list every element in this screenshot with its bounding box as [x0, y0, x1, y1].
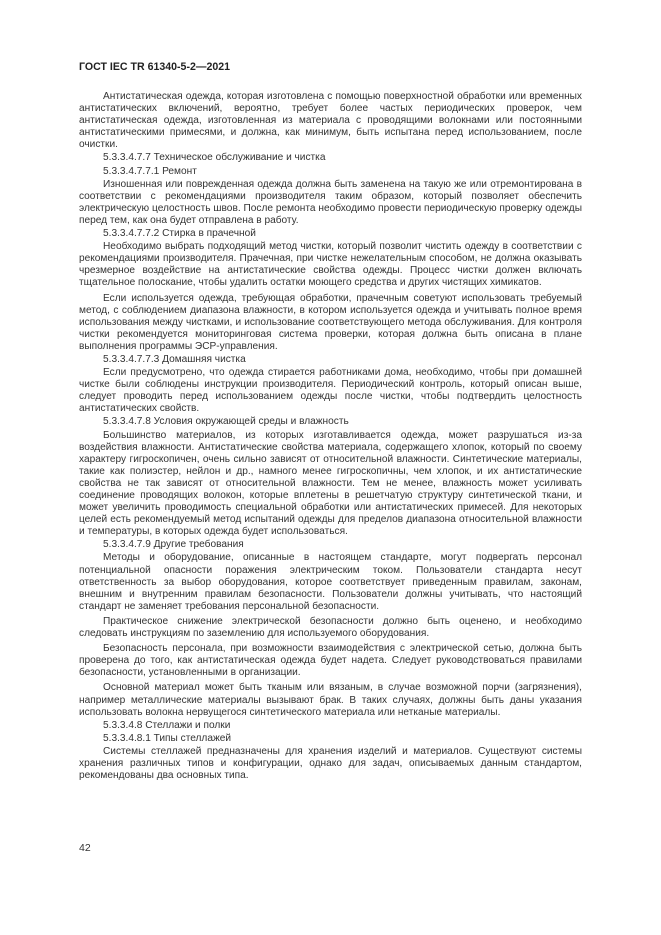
body-paragraph: Изношенная или поврежденная одежда должна быть заменена на такую же или отремонтирована в соответствии с рекомендациями производителя таким образом, который позволяет обеспечить электрическую целостность швов. После ремонта необходимо провести периодическую проверку одежды перед тем, как она будет отправлена в работу. [79, 178, 582, 226]
body-paragraph: Практическое снижение электрической безопасности должно быть оценено, и необходимо следовать инструкциям по заземлению для используемого оборудования. [79, 615, 582, 640]
body-paragraph: Если предусмотрено, что одежда стирается работниками дома, необходимо, чтобы при домашней чистке были соблюдены инструкции производителя. Периодический контроль, который описан выше, следует проводить перед использованием одежды после чистки, чтобы подтвердить целостность антистатических свойств. [79, 367, 582, 415]
section-heading: 5.3.3.4.8 Стеллажи и полки [103, 719, 231, 731]
page-number: 42 [79, 842, 91, 854]
document-header: ГОСТ IEC TR 61340-5-2—2021 [79, 61, 231, 73]
section-heading: 5.3.3.4.7.7.2 Стирка в прачечной [103, 228, 256, 240]
body-paragraph: Большинство материалов, из которых изготавливается одежда, может разрушаться из-за воздействия влажности. Антистатические свойства материала, содержащего хлопок, который по своему характеру гигроскопичен, очень сильно зависят от относительной влажности. Синтетические материалы, такие как полиэстер, нейлон и др., намного менее гигроскопичны, чем хлопок, и их антистатические свойства не так зависят от относительной влажности. Тем не менее, влажность может усиливать соединение проводящих волокон, которые вплетены в решетчатую структуру синтетической ткани, и может увеличить проводимость специальной обработки или антистатических примесей. Для некоторых целей есть рекомендуемый метод испытаний одежды для пределов диапазона относительной влажности и температуры, в которых одежда будет использоваться. [79, 429, 582, 538]
section-heading: 5.3.3.4.7.8 Условия окружающей среды и влажность [103, 416, 349, 428]
section-heading: 5.3.3.4.8.1 Типы стеллажей [103, 732, 232, 744]
section-heading: 5.3.3.4.7.7.3 Домашняя чистка [103, 353, 246, 365]
body-paragraph: Если используется одежда, требующая обработки, прачечным советуют использовать требуемый метод, с соблюдением диапазона влажности, в котором используется одежда и учитывать полное время использования между чистками, и использование соответствующего метода обслуживания. Для контроля чистки рекомендуется мониторинговая система проверки, которая должна быть описана в плане выполнения программы ЭСР-управления. [79, 292, 582, 352]
document-body [79, 91, 582, 782]
body-paragraph: Системы стеллажей предназначены для хранения изделий и материалов. Существуют системы хранения различных типов и конфигурации, однако для задач, описываемых данным стандартом, рекомендованы два основных типа. [79, 745, 582, 782]
body-paragraph: Антистатическая одежда, которая изготовлена с помощью поверхностной обработки или временных антистатических включений, вероятно, требует более частых периодических проверок, чем антистатическая одежда, изготовленная из материала с проводящими волокнами или постоянными антистатическими примесями, и должна, как минимум, быть испытана перед использованием, после очистки. [79, 91, 582, 151]
section-heading: 5.3.3.4.7.7 Техническое обслуживание и чистка [103, 152, 326, 164]
section-heading: 5.3.3.4.7.9 Другие требования [103, 539, 244, 551]
body-paragraph: Необходимо выбрать подходящий метод чистки, который позволит чистить одежду в соответствии с рекомендациями производителя. Прачечная, при чистке нежелательным способом, не должна оказывать чрезмерное воздействие на антистатические свойства одежды. Процесс чистки должен включать тщательное полоскание, чтобы удалить остатки моющего средства и других чистящих химикатов. [79, 241, 582, 289]
body-paragraph: Безопасность персонала, при возможности взаимодействия с электрической сетью, должна быть проверена до того, как антистатическая одежда будет надета. Следует руководствоваться правилами безопасности, установленными в организации. [79, 643, 582, 679]
body-paragraph: Основной материал может быть тканым или вязаным, в случае возможной порчи (загрязнения), например металлические материалы вызывают брак. В таких случаях, должны быть даны указания использовать волокна нервущегося синтетического материала или нетканые материалы. [79, 682, 582, 718]
section-heading: 5.3.3.4.7.7.1 Ремонт [103, 165, 197, 177]
body-paragraph: Методы и оборудование, описанные в настоящем стандарте, могут подвергать персонал потенциальной опасности поражения электрическим током. Пользователи стандарта несут ответственность за выбор оборудования, которое соответствует приведенным правилам, законам, внешним и внутренним правилам безопасности. Пользователи должны учитывать, что настоящий стандарт не заменяет требования персональной безопасности. [79, 552, 582, 612]
